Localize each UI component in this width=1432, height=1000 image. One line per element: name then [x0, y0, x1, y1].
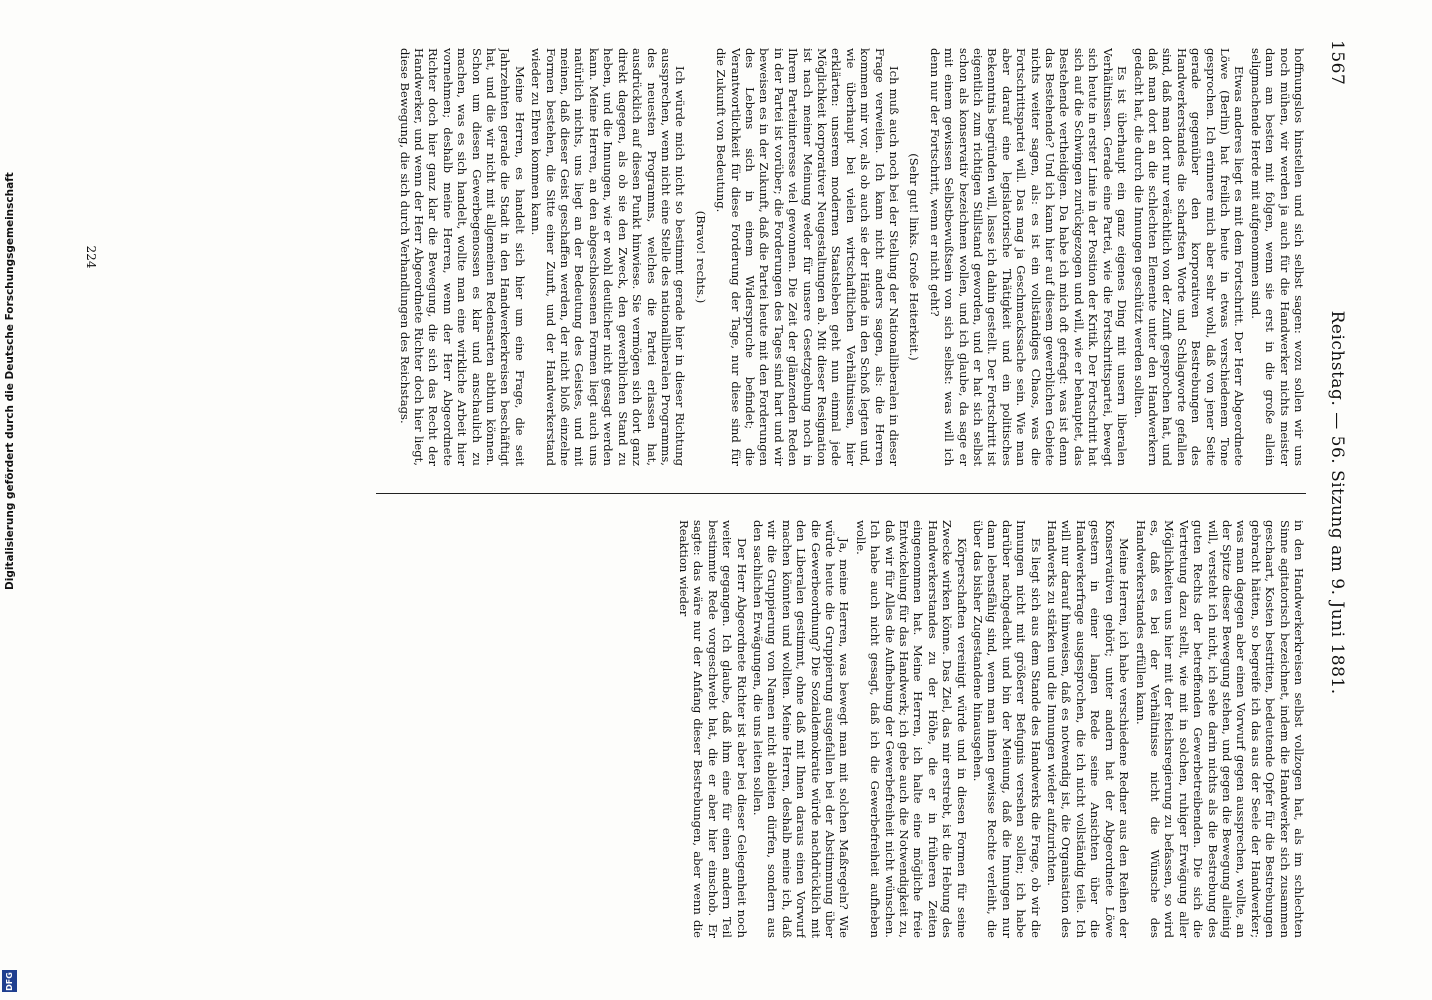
paragraph: Ich würde mich nicht so bestimmt gerade hier in dieser Richtung aussprechen, wenn nicht eine Stelle des nationalliberalen Programms, des neuesten Programms, welches die Partei erlassen hat, ausdrücklich auf diesen Punkt hinwiese. Sie vermögen sich dort ganz direkt dagegen, als ob sie den Zweck, den gewerblichen Stand zu heben, und die Innungen, wie er wohl deutlicher nicht gesagt werden kann. Meine Herren, an den abgeschlossenen Formen liegt auch uns natürlich nichts, uns liegt an der Bedeutung des Geistes, und mit meinen, daß dieser Geist geschaffen werden, der nicht bloß einzelne Formen bestehen, die Sitte einer Zunft, und der Handwerkerstand wieder zu Ehren kommen kann. — [529, 48, 688, 466]
text-column-right — [82, 520, 1306, 938]
paragraph: Ja, meine Herren, was bewegt man mit solchen Maßregeln? Wie würde heute die Gruppierung ausgefallen bei der Abstimmung über die Gewerbeordnung? Die Sozialdemokratie würde nachdrücklich mit den Liberalen gestimmt, ohne daß mit Ihnen daraus einen Vorwurf machen könnten und wollten. Meine Herren, deshalb meine ich, daß wir die Gruppierung von Namen nicht ableiten dürfen, sondern aus den sachlichen Erwägungen, die uns leiten sollen. — [750, 520, 852, 938]
page-number-bottom: 224 — [84, 245, 98, 269]
paragraph: Der Herr Abgeordnete Richter ist aber bei dieser Gelegenheit noch weiter gegangen. Ich glaube, daß ihm eine für einen andern Teil bestimmte Rede vorgeschwebt hat, die er aber hier einschob. Er sagte: das wäre nur der Anfang dieser Bestrebungen, aber wenn die Reaktion wieder — [676, 520, 749, 938]
paragraph: hoffnungslos hinstellen und sich selbst sagen: wozu sollen wir uns noch mühen, wir werden ja auch für die Handwerker nichts meister dann am besten mit folgen, wenn sie erst in die große allein seligmachende Herde mit aufgenommen sind. — [1248, 48, 1306, 466]
dfg-logo — [2, 970, 17, 992]
column-divider — [376, 493, 1306, 494]
interjection: (Sehr gut! links. Große Heiterkeit.) — [907, 153, 922, 361]
rotated-page-content — [66, 20, 1366, 980]
paragraph: Meine Herren, ich habe verschiedene Redner aus den Reihen der Konservativen gehört; unter andern hat der Abgeordnete Löwe gestern in einer langen Rede seine Ansichten über die Handwerkerfrage ausgesprochen, die ich nicht vollständig teile. Ich will nur darauf hinweisen, daß es notwendig ist, die Organisation des Handwerks zu stärken und die Innungen wieder aufzurichten. — [1045, 520, 1132, 938]
dfg-logo-text: DFG — [5, 971, 15, 991]
page-number-top: 1567 — [1327, 40, 1347, 86]
page-title: Reichstag. — 56. Sitzung am 9. Juni 1881. — [1327, 310, 1347, 695]
paragraph: Körperschaften vereinigt würde und in diesen Formen für seine Zwecke wirken könne. Das Ziel, das mir erstrebt, ist die Hebung des Handwerkerstandes zu der Höhe, die er in früheren Zeiten eingenommen hat. Meine Herren, ich halte eine mögliche freie Entwickelung für das Handwerk; ich gebe auch die Notwendigkeit zu, daß wir für Alles die Aufhebung der Gewerbefreiheit nicht wünschen. Ich habe auch nicht gesagt, daß ich die Gewerbefreiheit aufheben wolle. — [853, 520, 969, 938]
interjection: (Bravo! rechts.) — [693, 210, 708, 304]
credit-strip — [2, 0, 20, 1000]
paragraph: Es ist überhaupt ein ganz eigenes Ding mit unsern liberalen Verhältnissen. Gerade eine Partei, wie die Fortschrittspartei, bewegt sich heute in erster Linie in der Position der Kritik. Der Fortschritt hat sich auf die Schwingen zurückgezogen und will, wie er behauptet, das Bestehende vertheidigen. Da habe ich mich oft gefragt: was ist denn das Bestehende? Und ich kann hier auf diesem gewerblichen Gebiete nichts weiter sagen, als: es ist ein vollständiges Chaos, was die Fortschrittspartei will. Das mag ja Geschmackssache sein. Wie man aber darauf eine legislatorische Thätigkeit und ein politisches Bekenntnis begründen will, lasse ich dahin gestellt. Der Fortschritt ist eigentlich zum richtigen Stillstand geworden, und er hat sich selbst schon als konservativ bezeichnen wollen, und ich glaube, da sage er mit einem gewissen Selbstbewußtsein von sich selbst: was will ich denn nur der Fortschritt, wenn er nicht geht? — [927, 48, 1130, 466]
paragraph: Es liegt sich aus dem Stande des Handwerks die Frage, ob wir die Innungen nicht mit größerer Befugnis versehen sollen; ich habe darüber nachgedacht und bin der Meinung, daß die Innungen nur dann lebensfähig sind, wenn man ihnen gewisse Rechte verleiht, die über das bisher Zugestandene hinausgehen. — [971, 520, 1043, 938]
page-header — [1320, 40, 1354, 960]
paragraph: in den Handwerkerkreisen selbst vollzogen hat, als im schlechten Sinne agitatorisch bezeichnet, indem die Handwerker sich zusammen geschaart, Kosten bestritten, bedeutende Opfer für die Bestrebungen gebracht hätten, so begreife ich das aus der Seele der Handwerker; was man dagegen aber einen Vorwurf gegen aussprechen, wollte, an der Spitze dieser Bewegung stehen, und gegen die Bewegung alleinig will, versteht ich nicht, ich sehe darin nichts als die Bestrebung des guten Rechts der betreffenden Gewerbetreibenden. Die sich die Vertretung dazu stellt, wie mit in solchen, ruhiger Erwägung aller Möglichkeiten uns hier mit der Reichsregierung zu befassen, so wird es, daß es bei der Verhältnisse nicht die Wünsche des Handwerkerstandes erfüllen kann. — [1133, 520, 1306, 938]
credit-text: Digitalisierung gefördert durch die Deutsche Forschungsgemeinschaft — [4, 172, 16, 590]
paragraph: Etwas anderes liegt es mit dem Fortschritt. Der Herr Abgeordnete Löwe (Berlin) hat freilich heute in etwas verschiedenem Tone gesprochen. Ich erinnere mich aber sehr wohl, daß von jener Seite gerade gegenüber den korporativen Bestrebungen des Handwerkerstandes die scharfsten Worte und Schlagworte gefallen sind, daß man dort nur verächtlich von der Zunft gesprochen hat, und daß man dort an die schlechten Elemente unter den Handwerkern gedacht hat, die durch die Innungen geschützt werden sollten. — [1131, 48, 1247, 466]
paragraph: Meine Herren, es handelt sich hier um eine Frage, die seit Jahrzehnten gerade die Stadt in den Handwerkerkreisen beschäftigt hat, und die wir nicht mit allgemeinen Redensarten abthun können. Schon um diesen Gewerbegenossen es klar und anschaulich zu machen, was es sich handelt, wollte man eine wirkliche Arbeit hier vornehmen; deshalb meine Herren, wenn der Herr Abgeordnete Richter doch hier ganz klar die Bewegung, die sich das Recht der Handwerker, und wenn der Herr Abgeordnete Richter doch hier liegt, diese Bewegung, die sich durch Verhandlungen des Reichstags. — [397, 48, 527, 466]
text-column-left — [82, 48, 1306, 466]
paragraph: Ich muß auch noch bei der Stellung der Nationalliberalen in dieser Frage verweilen. Ich kann nicht anders sagen, als: die Herren kommen mir vor, als ob auch sie der Hände in den Schoß legten und, wie überhaupt bei vielen wirtschaftlichen Verhältnissen, hier erklärten: unserem modernen Staatsleben geht nun einmal jede Möglichkeit korporativer Neugestaltungen ab. Mit dieser Resignation ist nach meiner Meinung weder für unsere Gesetzgebung noch in Ihrem Parteiinteresse viel gewonnen. Die Zeit der glänzenden Reden in der Partei ist vorüber; die Forderungen des Tages sind hart und wir beweisen es in der Zukunft, daß die Partei heute mit den Forderungen des Lebens sich in einem Widerspruche befindet; die Verantwortlichkeit für diese Forderung der Tage, nur diese sind für die Zukunft von Bedeutung. — [714, 48, 902, 466]
